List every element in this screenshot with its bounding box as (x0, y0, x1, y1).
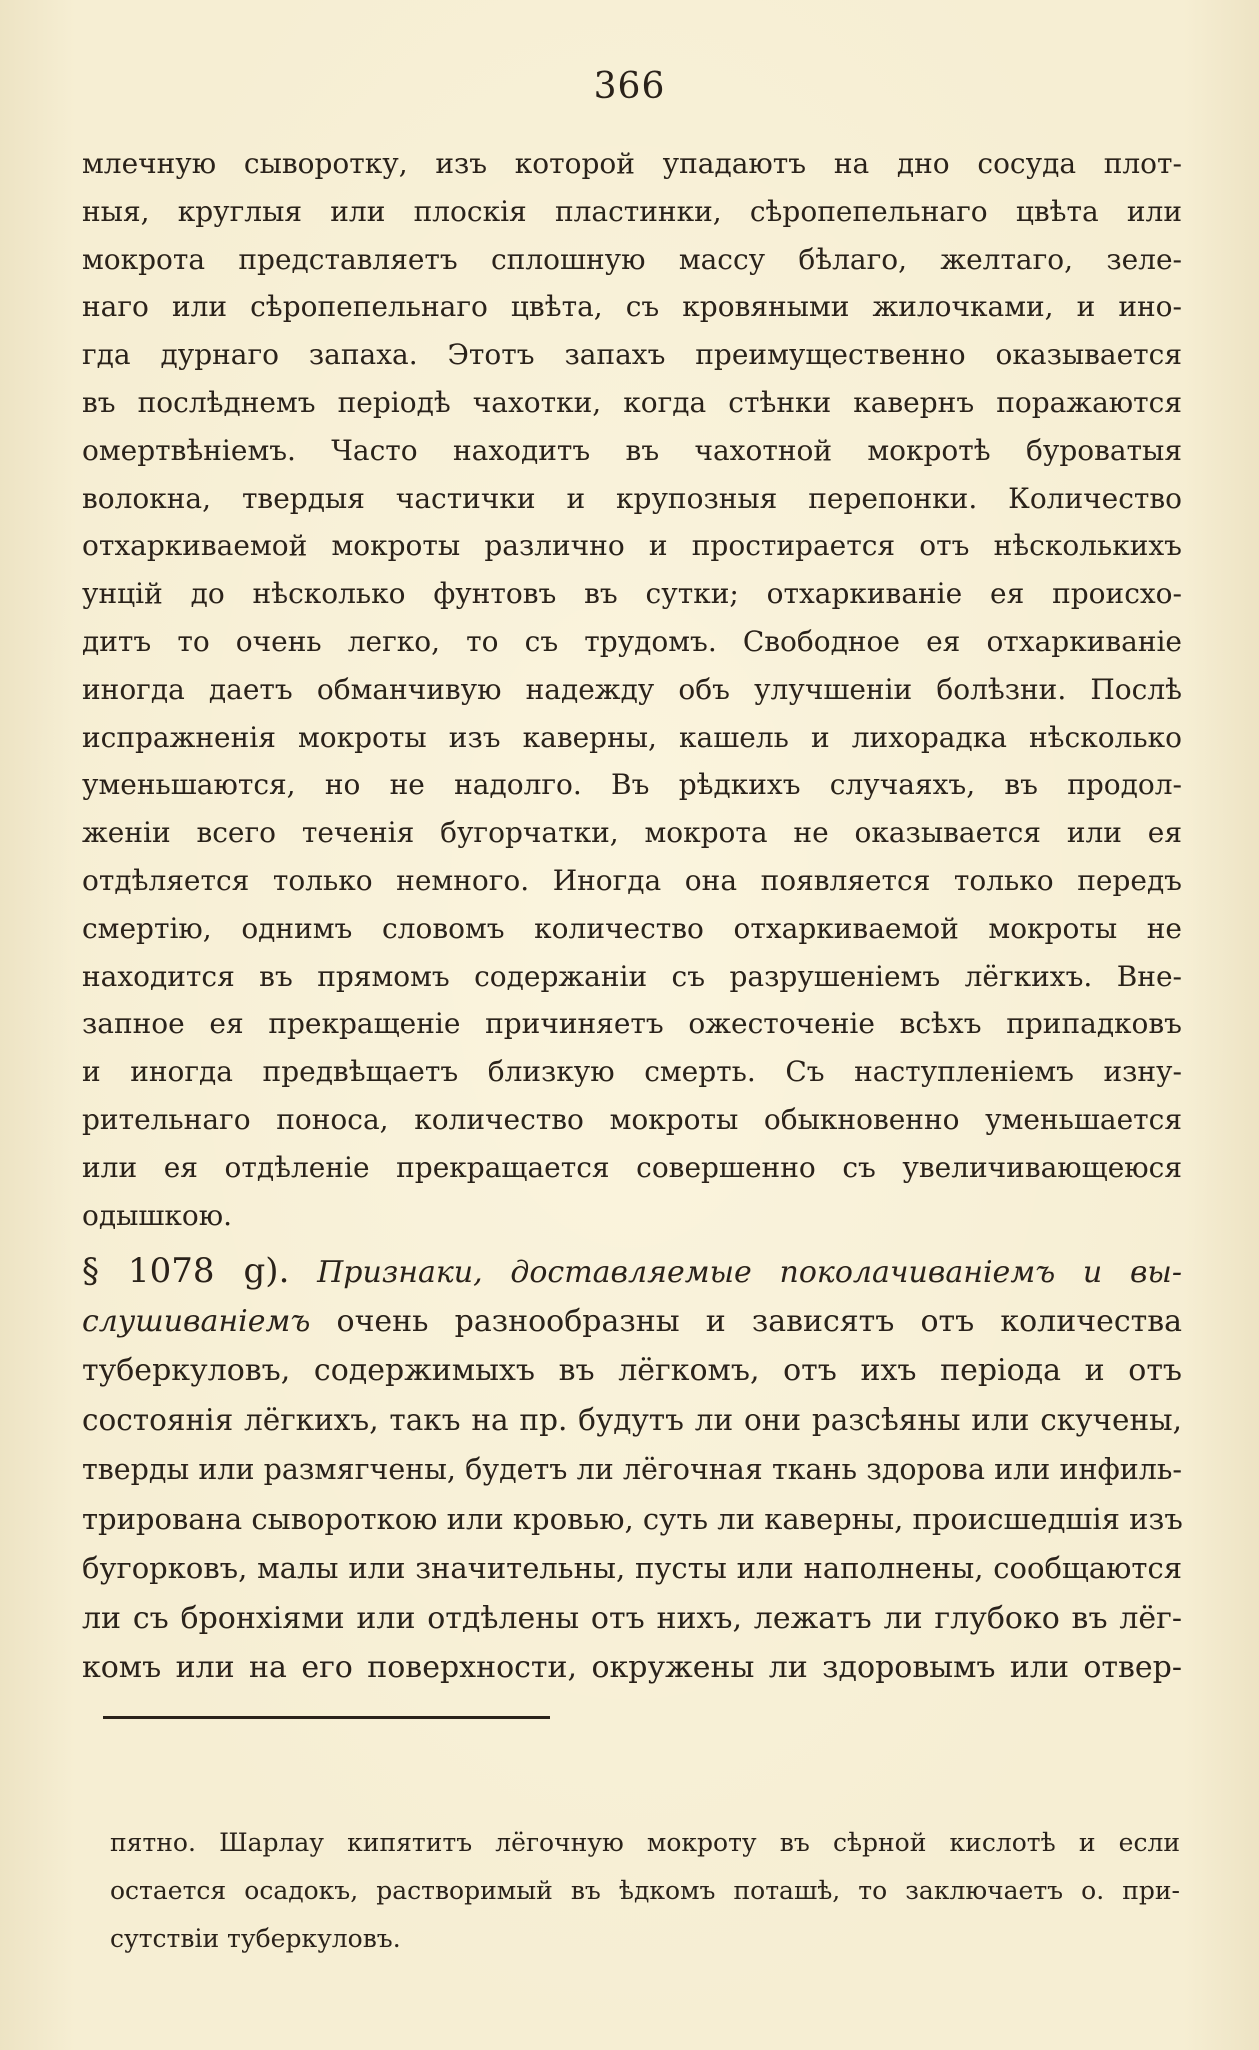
text-line: рительнаго поноса, количество мокроты обыкновенно уменьшается (82, 1102, 1182, 1136)
text-line: уменьшаются, но не надолго. Въ рѣдкихъ случаяхъ, въ продол- (82, 768, 1182, 802)
text-line: ныя, круглыя или плоскія пластинки, сѣропепельнаго цвѣта или (82, 194, 1182, 228)
text-line: смертію, однимъ словомъ количество отхаркиваемой мокроты не (82, 911, 1182, 945)
section-title-italic-end: слушиваніемъ (82, 1303, 311, 1339)
text-line: отхаркиваемой мокроты различно и простирается отъ нѣсколькихъ (82, 529, 1182, 563)
footnote-line: остается осадокъ, растворимый въ ѣдкомъ поташѣ, то заключаетъ о. при- (110, 1876, 1180, 1905)
text-line: дитъ то очень легко, то съ трудомъ. Свободное ея отхаркиваніе (82, 624, 1182, 658)
text-line: и иногда предвѣщаетъ близкую смерть. Съ наступленіемъ изну- (82, 1055, 1182, 1089)
page-number: 366 (593, 66, 666, 107)
text-line: одышкою. (82, 1198, 233, 1232)
text-line: мокрота представляетъ сплошную массу бѣлаго, желтаго, зеле- (82, 242, 1182, 276)
section-line-text: очень разнообразны и зависятъ отъ количества (336, 1303, 1182, 1339)
section-heading-line (82, 1247, 1182, 1297)
section-line: состоянія лёгкихъ, такъ на пр. будутъ ли они разсѣяны или скучены, (82, 1402, 1182, 1437)
section-line: бугорковъ, малы или значительны, пусты или наполнены, сообщаются (82, 1551, 1182, 1586)
text-line: омертвѣніемъ. Часто находитъ въ чахотной мокротѣ буроватыя (82, 433, 1182, 467)
text-line: млечную сыворотку, изъ которой упадаютъ на дно сосуда плот- (82, 147, 1182, 180)
main-text-block (82, 140, 1182, 1693)
text-line: волокна, твердыя частички и крупозныя перепонки. Количество (82, 481, 1182, 515)
section-1078g (82, 1247, 1182, 1693)
section-line: ли съ бронхіями или отдѣлены отъ нихъ, лежатъ ли глубоко въ лёг- (82, 1600, 1182, 1636)
text-line: отдѣляется только немного. Иногда она появляется только передъ (82, 863, 1182, 897)
section-line (82, 1297, 1182, 1347)
section-line: комъ или на его поверхности, окружены ли здоровымъ или отвер- (82, 1650, 1182, 1686)
text-line: испражненія мокроты изъ каверны, кашель и лихорадка нѣсколько (82, 720, 1182, 754)
footnote-line: сутствіи туберкуловъ. (110, 1924, 401, 1953)
text-line: гда дурнаго запаха. Этотъ запахъ преимущественно оказывается (82, 338, 1182, 372)
section-line: туберкуловъ, содержимыхъ въ лёгкомъ, отъ ихъ періода и отъ (82, 1353, 1182, 1389)
text-line: находится въ прямомъ содержаніи съ разрушеніемъ лёгкихъ. Вне- (82, 959, 1182, 993)
section-line: трирована сывороткою или кровью, суть ли каверны, происшедшія изъ (82, 1501, 1183, 1536)
footnote (110, 1819, 1180, 1963)
text-line: иногда даетъ обманчивую надежду объ улучшеніи болѣзни. Послѣ (82, 672, 1182, 706)
text-line: унцій до нѣсколько фунтовъ въ сутки; отхаркиваніе ея происхо- (82, 577, 1182, 611)
footnote-divider (103, 1716, 550, 1719)
section-number: § 1078 g). (82, 1251, 290, 1292)
text-line: или ея отдѣленіе прекращается совершенно съ увеличивающеюся (82, 1150, 1182, 1184)
section-title-italic: Признаки, доставляемые поколачиваніемъ и вы- (317, 1255, 1183, 1291)
text-line: наго или сѣропепельнаго цвѣта, съ кровяными жилочками, и ино- (82, 290, 1182, 324)
text-line: въ послѣднемъ періодѣ чахотки, когда стѣнки кавернъ поражаются (82, 385, 1182, 419)
footnote-line: пятно. Шарлау кипятитъ лёгочную мокроту въ сѣрной кислотѣ и если (110, 1828, 1180, 1857)
section-line: тверды или размягчены, будетъ ли лёгочная ткань здорова или инфиль- (82, 1453, 1182, 1487)
text-line: запное ея прекращеніе причиняетъ ожесточеніе всѣхъ припадковъ (82, 1007, 1182, 1041)
text-line: женіи всего теченія бугорчатки, мокрота не оказывается или ея (82, 816, 1182, 850)
